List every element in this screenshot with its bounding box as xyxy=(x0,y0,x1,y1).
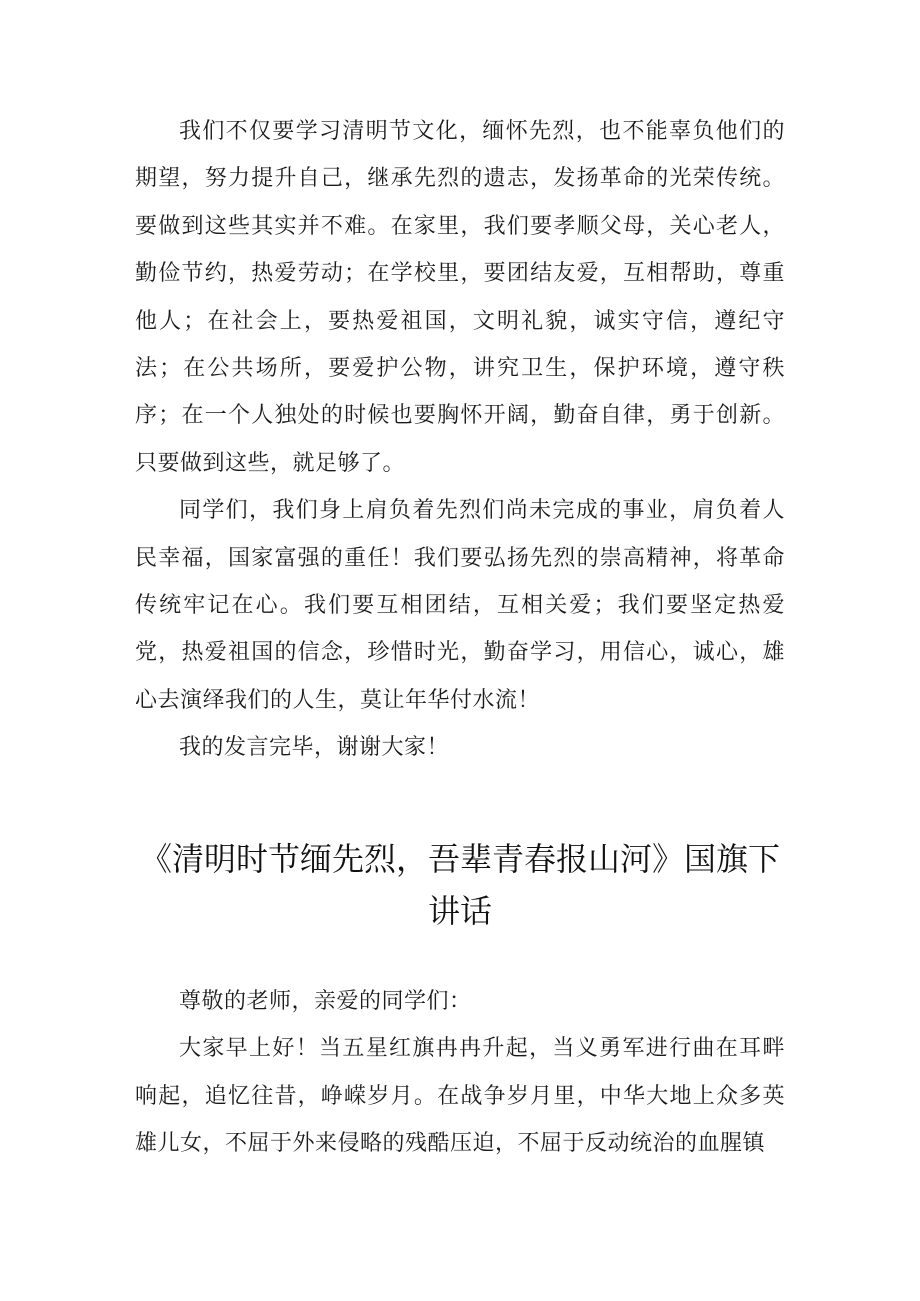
paragraph-inherit-spirit: 我们不仅要学习清明节文化，缅怀先烈，也不能辜负他们的期望，努力提升自己，继承先烈的遗志，发扬革命的光荣传统。要做到这些其实并不难。在家里，我们要孝顺父母，关心老人，勤俭节约，热爱劳动；在学校里，要团结友爱，互相帮助，尊重他人；在社会上，要热爱祖国，文明礼貌，诚实守信，遵纪守法；在公共场所，要爱护公物，讲究卫生，保护环境，遵守秩序；在一个人独处的时候也要胸怀开阔，勤奋自律，勇于创新。只要做到这些，就足够了。 xyxy=(135,119,785,476)
document-body xyxy=(135,108,785,1167)
paragraph-responsibility: 同学们，我们身上肩负着先烈们尚未完成的事业，肩负着人民幸福，国家富强的重任！我们要弘扬先烈的崇高精神，将革命传统牢记在心。我们要互相团结，互相关爱；我们要坚定热爱党，热爱祖国的信念，珍惜时光，勤奋学习，用信心，诚心，雄心去演绎我们的人生，莫让年华付水流！ xyxy=(135,498,785,713)
paragraph-salutation: 尊敬的老师，亲爱的同学们： xyxy=(179,988,472,1014)
speech-title: 《清明时节缅先烈，吾辈青春报山河》国旗下讲话 xyxy=(139,839,780,930)
paragraph-closing: 我的发言完毕，谢谢大家！ xyxy=(179,735,450,761)
paragraph-opening: 大家早上好！当五星红旗冉冉升起，当义勇军进行曲在耳畔响起，追忆往昔，峥嵘岁月。在战争岁月里，中华大地上众多英雄儿女，不屈于外来侵略的残酷压迫，不屈于反动统治的血腥镇 xyxy=(135,1036,785,1156)
